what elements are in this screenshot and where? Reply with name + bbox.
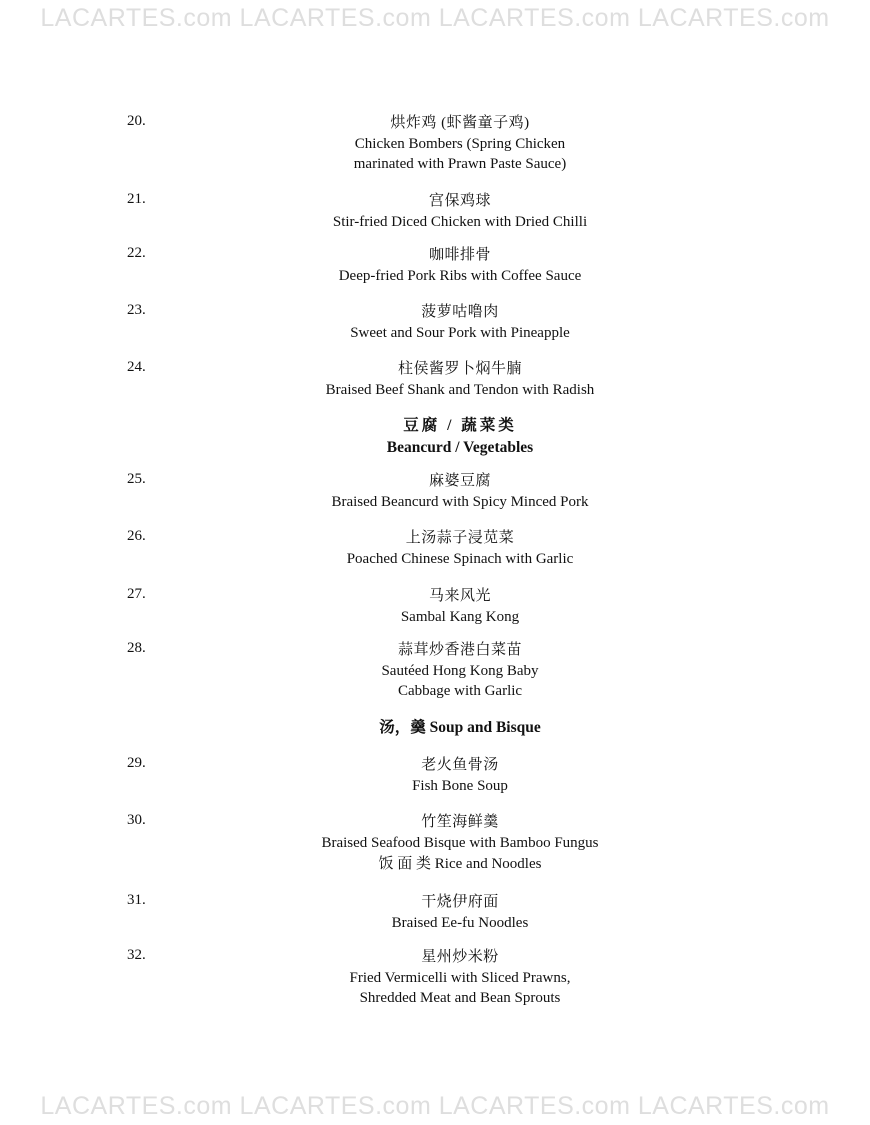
item-number: 24. <box>127 359 146 375</box>
section-heading: 汤，羹 Soup and Bisque <box>379 719 541 736</box>
watermark-top: LACARTES.com LACARTES.com LACARTES.com LACARTES.com <box>40 4 830 32</box>
item-number: 30. <box>127 812 146 828</box>
item-english-name: Sweet and Sour Pork with Pineapple <box>350 324 570 341</box>
item-english-name: Fish Bone Soup <box>412 777 508 794</box>
item-chinese-name: 老火鱼骨汤 <box>421 757 499 773</box>
item-chinese-name: 宫保鸡球 <box>428 193 491 209</box>
item-english-name: Braised Ee-fu Noodles <box>391 914 529 931</box>
watermark-bottom: LACARTES.com LACARTES.com LACARTES.com LACARTES.com <box>40 1092 830 1120</box>
item-number: 23. <box>127 302 146 318</box>
item-chinese-name: 柱侯酱罗卜焖牛腩 <box>397 361 522 377</box>
item-number: 22. <box>127 245 146 261</box>
item-english-name: Shredded Meat and Bean Sprouts <box>359 990 561 1006</box>
item-number: 32. <box>127 947 146 963</box>
item-chinese-name: 竹笙海鲜羹 <box>421 814 499 830</box>
item-english-name: Braised Beef Shank and Tendon with Radish <box>325 381 595 398</box>
item-english-name: Stir-fried Diced Chicken with Dried Chilli <box>332 213 588 230</box>
item-number: 29. <box>127 755 146 771</box>
item-chinese-name: 星州炒米粉 <box>421 949 499 965</box>
item-english-name: Braised Beancurd with Spicy Minced Pork <box>331 493 589 510</box>
item-number: 25. <box>127 471 146 487</box>
item-number: 26. <box>127 528 146 544</box>
item-chinese-name: 干烧伊府面 <box>421 894 499 910</box>
item-chinese-name: 烘炸鸡 (虾酱童子鸡) <box>390 115 530 131</box>
item-english-name: marinated with Prawn Paste Sauce) <box>353 156 567 172</box>
item-english-name: Cabbage with Garlic <box>397 683 523 699</box>
item-number: 27. <box>127 586 146 602</box>
section-heading-english: Beancurd / Vegetables <box>386 439 534 456</box>
item-english-name: Fried Vermicelli with Sliced Prawns, <box>349 969 571 986</box>
item-number: 31. <box>127 892 146 908</box>
item-number: 28. <box>127 640 146 656</box>
item-english-name: Braised Seafood Bisque with Bamboo Fungus <box>321 834 599 851</box>
item-chinese-name: 上汤蒜子浸苋菜 <box>405 530 515 546</box>
item-english-name: Sambal Kang Kong <box>400 608 520 625</box>
item-chinese-name: 咖啡排骨 <box>428 247 491 263</box>
item-chinese-name: 麻婆豆腐 <box>428 473 491 489</box>
item-chinese-name: 蒜茸炒香港白菜苗 <box>397 642 522 658</box>
item-english-name: Poached Chinese Spinach with Garlic <box>346 550 574 567</box>
item-english-name: Sautéed Hong Kong Baby <box>381 662 539 679</box>
item-english-name: 饭 面 类 Rice and Noodles <box>378 856 542 872</box>
item-english-name: Chicken Bombers (Spring Chicken <box>354 135 566 152</box>
item-number: 20. <box>127 113 146 129</box>
item-number: 21. <box>127 191 146 207</box>
item-english-name: Deep-fried Pork Ribs with Coffee Sauce <box>338 267 582 284</box>
item-chinese-name: 菠萝咕噜肉 <box>421 304 499 320</box>
item-chinese-name: 马来风光 <box>428 588 491 604</box>
section-heading-chinese: 豆腐 / 蔬菜类 <box>403 417 517 434</box>
